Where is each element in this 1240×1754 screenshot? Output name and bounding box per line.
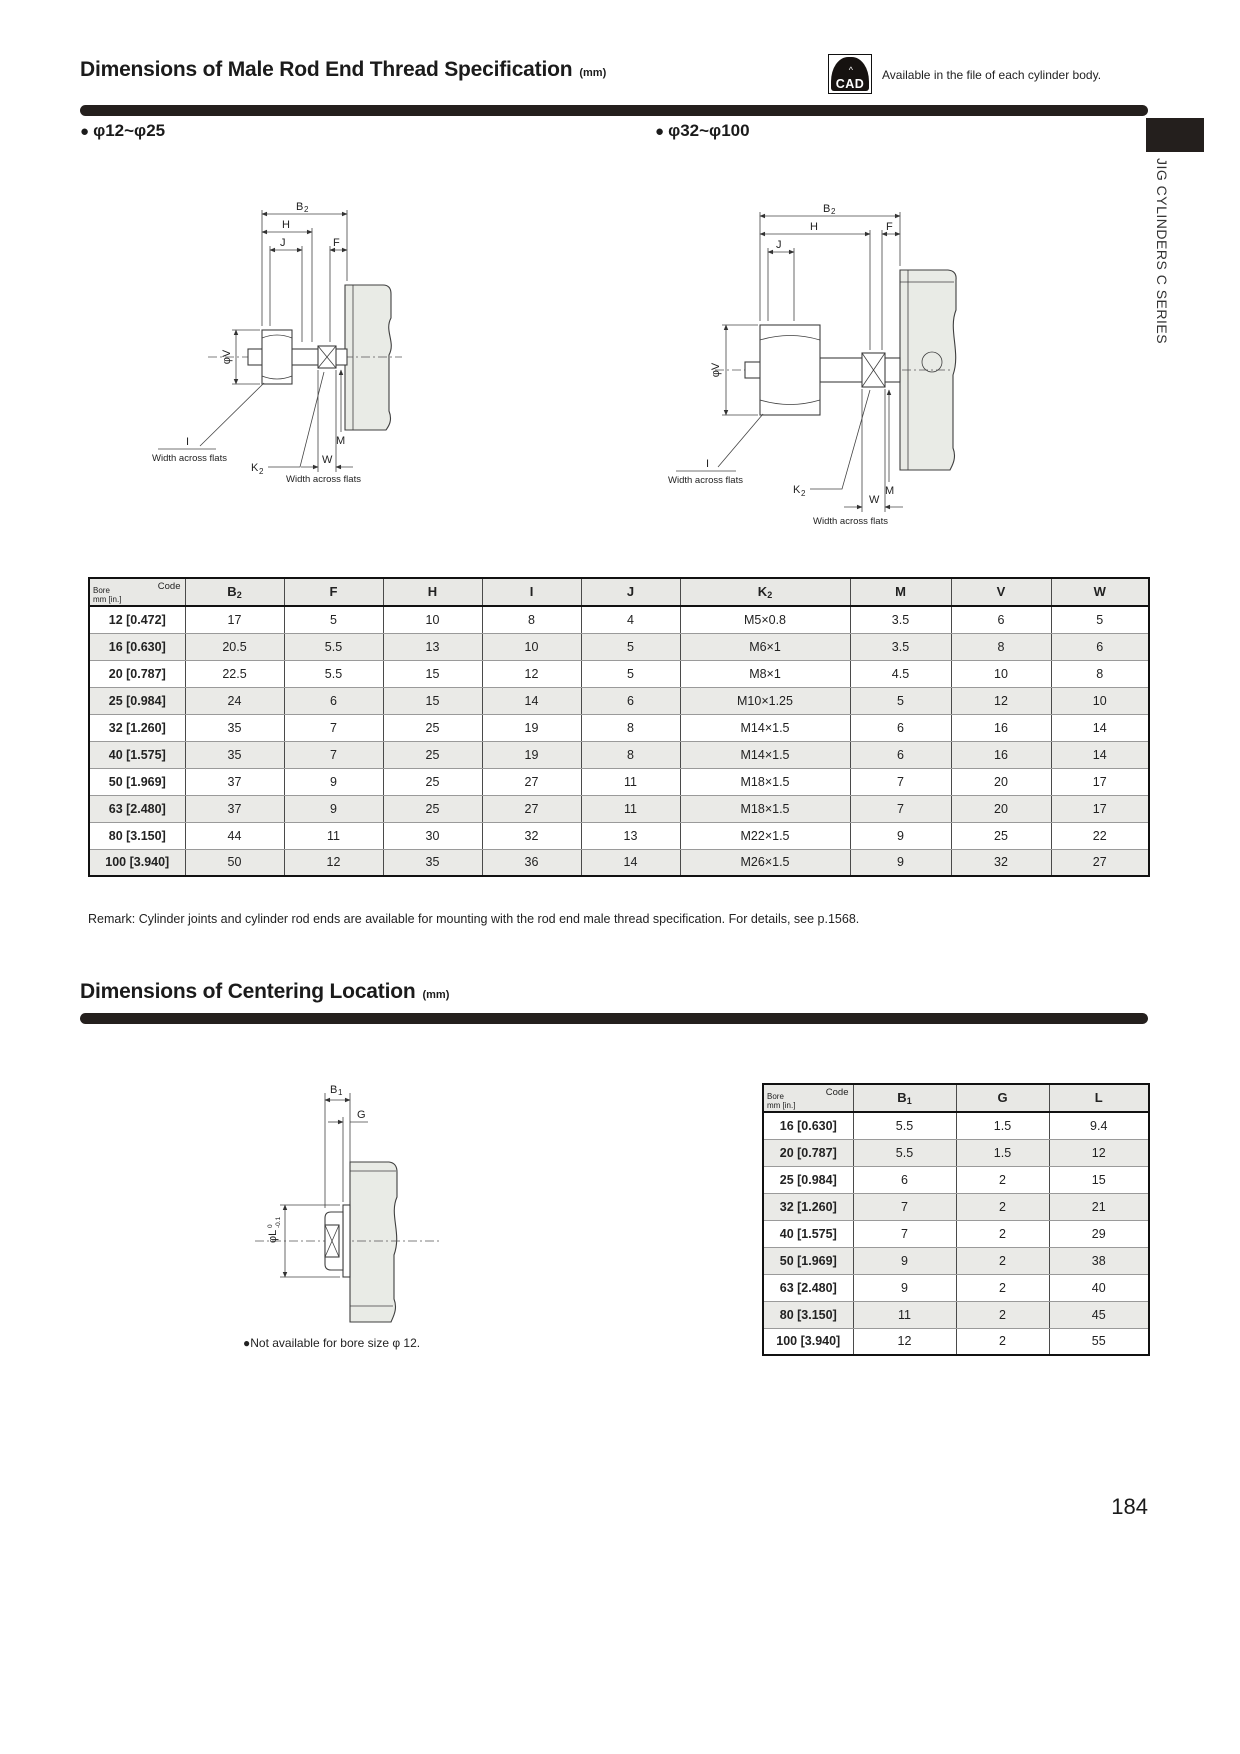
page-title: Dimensions of Male Rod End Thread Specification	[80, 58, 573, 81]
bore-cell: 63 [2.480]	[763, 1274, 853, 1301]
rod2	[820, 358, 900, 382]
col-header-v: V	[951, 578, 1051, 606]
dim-label-i: I	[706, 458, 710, 470]
centering-pilot	[343, 1205, 350, 1277]
value-l: 12	[1049, 1139, 1149, 1166]
value-b2: 35	[185, 741, 284, 768]
bore-cell: 32 [1.260]	[763, 1193, 853, 1220]
remark-text: Remark: Cylinder joints and cylinder rod ends are available for mounting with the rod end male thread specification. For details, see p.1568.	[88, 912, 860, 926]
table-row	[763, 1166, 1149, 1193]
table-row	[89, 660, 1149, 687]
nut	[262, 330, 292, 384]
section2-title	[80, 980, 449, 1004]
bore-range-large-label: φ32~φ100	[668, 121, 750, 140]
table-corner-cell: Code Bore mm [in.]	[89, 578, 185, 606]
width-across-flats-label: Width across flats	[286, 474, 361, 485]
col-header-g: G	[956, 1084, 1049, 1112]
value-v: 6	[951, 606, 1051, 633]
value-f: 6	[284, 687, 383, 714]
bore-cell: 50 [1.969]	[89, 768, 185, 795]
value-j: 4	[581, 606, 680, 633]
col-header-l: L	[1049, 1084, 1149, 1112]
table-row	[89, 849, 1149, 876]
value-b2: 44	[185, 822, 284, 849]
dim-label-k2-sub: 2	[259, 467, 264, 476]
value-b1: 9	[853, 1274, 956, 1301]
bore-cell: 20 [0.787]	[763, 1139, 853, 1166]
value-v: 20	[951, 768, 1051, 795]
section2-divider-bar	[80, 1013, 1148, 1024]
dim-label-j: J	[776, 239, 782, 251]
bullet-icon: ●	[80, 122, 90, 140]
value-m: 3.5	[850, 633, 951, 660]
value-b1: 7	[853, 1193, 956, 1220]
cad-icon-label: CAD	[835, 76, 865, 91]
value-v: 32	[951, 849, 1051, 876]
value-j: 13	[581, 822, 680, 849]
value-l: 40	[1049, 1274, 1149, 1301]
table-row	[763, 1220, 1149, 1247]
value-l: 38	[1049, 1247, 1149, 1274]
rod-end-diagram-small	[150, 190, 480, 490]
value-k2: M6×1	[680, 633, 850, 660]
value-b1: 5.5	[853, 1112, 956, 1139]
dim-label-l: φL	[267, 1229, 279, 1243]
value-j: 11	[581, 795, 680, 822]
value-l: 15	[1049, 1166, 1149, 1193]
value-h: 13	[383, 633, 482, 660]
cylinder-body	[345, 285, 391, 430]
section1-divider-bar	[80, 105, 1148, 116]
value-i: 32	[482, 822, 581, 849]
value-g: 2	[956, 1166, 1049, 1193]
value-i: 27	[482, 795, 581, 822]
dim-label-k2: K	[793, 484, 801, 496]
centering-note: ●Not available for bore size φ 12.	[243, 1336, 421, 1350]
value-g: 2	[956, 1247, 1049, 1274]
value-i: 19	[482, 714, 581, 741]
value-v: 20	[951, 795, 1051, 822]
bore-cell: 16 [0.630]	[763, 1112, 853, 1139]
value-k2: M18×1.5	[680, 795, 850, 822]
value-j: 6	[581, 687, 680, 714]
bore-cell: 40 [1.575]	[763, 1220, 853, 1247]
dim-label-g: G	[357, 1109, 366, 1121]
value-b2: 37	[185, 795, 284, 822]
centering-location-diagram	[240, 1075, 540, 1333]
value-b2: 50	[185, 849, 284, 876]
dim-label-b2: B	[823, 203, 831, 215]
value-m: 9	[850, 849, 951, 876]
width-across-flats-label: Width across flats	[813, 516, 888, 527]
value-i: 12	[482, 660, 581, 687]
value-m: 6	[850, 741, 951, 768]
value-f: 5.5	[284, 633, 383, 660]
dim-label-b1: B	[330, 1084, 338, 1096]
value-h: 10	[383, 606, 482, 633]
bore-cell: 50 [1.969]	[763, 1247, 853, 1274]
value-f: 5.5	[284, 660, 383, 687]
col-header-h: H	[383, 578, 482, 606]
value-l: 29	[1049, 1220, 1149, 1247]
value-b2: 35	[185, 714, 284, 741]
value-w: 14	[1051, 714, 1149, 741]
col-header-b1: $B_1$	[853, 1084, 956, 1112]
table-row	[89, 768, 1149, 795]
value-l: 45	[1049, 1301, 1149, 1328]
value-m: 9	[850, 822, 951, 849]
value-h: 35	[383, 849, 482, 876]
value-g: 2	[956, 1301, 1049, 1328]
centering-location-table	[762, 1083, 1150, 1356]
value-v: 25	[951, 822, 1051, 849]
value-f: 9	[284, 768, 383, 795]
value-f: 7	[284, 741, 383, 768]
section2-title-text: Dimensions of Centering Location	[80, 980, 416, 1003]
bore-range-small	[80, 121, 165, 141]
value-b1: 9	[853, 1247, 956, 1274]
table-row	[763, 1301, 1149, 1328]
value-i: 8	[482, 606, 581, 633]
value-b2: 22.5	[185, 660, 284, 687]
unit-label: (mm)	[422, 989, 450, 1001]
table-row	[763, 1274, 1149, 1301]
value-h: 25	[383, 741, 482, 768]
value-g: 2	[956, 1193, 1049, 1220]
value-i: 19	[482, 741, 581, 768]
dim-label-l-tol-bottom: -0.1	[275, 1216, 282, 1228]
bore-cell: 40 [1.575]	[89, 741, 185, 768]
bore-cell: 100 [3.940]	[763, 1328, 853, 1355]
table-row	[89, 795, 1149, 822]
value-m: 7	[850, 795, 951, 822]
value-w: 6	[1051, 633, 1149, 660]
value-h: 25	[383, 768, 482, 795]
value-j: 11	[581, 768, 680, 795]
ring-section	[318, 346, 336, 368]
col-header-i: I	[482, 578, 581, 606]
value-f: 5	[284, 606, 383, 633]
bore-cell: 20 [0.787]	[89, 660, 185, 687]
col-header-w: W	[1051, 578, 1149, 606]
value-w: 10	[1051, 687, 1149, 714]
value-v: 12	[951, 687, 1051, 714]
value-l: 55	[1049, 1328, 1149, 1355]
value-h: 30	[383, 822, 482, 849]
value-g: 2	[956, 1274, 1049, 1301]
width-across-flats-label: Width across flats	[668, 475, 743, 486]
value-i: 27	[482, 768, 581, 795]
value-g: 1.5	[956, 1139, 1049, 1166]
bore-range-small-label: φ12~φ25	[93, 121, 166, 140]
dim-label-l-group	[267, 1216, 282, 1243]
dim-label-b2-sub: 2	[831, 207, 836, 216]
value-h: 25	[383, 795, 482, 822]
table-row	[763, 1112, 1149, 1139]
value-b2: 20.5	[185, 633, 284, 660]
dim-label-l-tol-top: 0	[267, 1224, 274, 1228]
dim-label-i: I	[186, 436, 190, 448]
value-j: 5	[581, 660, 680, 687]
value-i: 36	[482, 849, 581, 876]
dim-label-h: H	[810, 221, 818, 233]
dim-label-j: J	[280, 237, 286, 249]
value-w: 22	[1051, 822, 1149, 849]
value-w: 8	[1051, 660, 1149, 687]
dim-label-h: H	[282, 219, 290, 231]
table-row	[89, 687, 1149, 714]
dim-label-v: φV	[710, 362, 722, 378]
bore-cell: 80 [3.150]	[763, 1301, 853, 1328]
value-k2: M8×1	[680, 660, 850, 687]
col-header-k2: $K_2$	[680, 578, 850, 606]
bore-cell: 25 [0.984]	[89, 687, 185, 714]
bore-range-large	[655, 121, 750, 141]
dim-label-w: W	[869, 494, 880, 506]
value-v: 8	[951, 633, 1051, 660]
series-sidebar-title: JIG CYLINDERS C SERIES	[1154, 158, 1170, 345]
bullet-icon: ●	[655, 122, 665, 140]
table-row	[89, 741, 1149, 768]
bore-cell: 80 [3.150]	[89, 822, 185, 849]
value-k2: M5×0.8	[680, 606, 850, 633]
width-across-flats-label: Width across flats	[152, 453, 227, 464]
cad-icon	[828, 54, 872, 94]
table-row	[763, 1328, 1149, 1355]
section1-title	[80, 58, 606, 82]
table-header-row	[763, 1084, 1149, 1112]
value-j: 5	[581, 633, 680, 660]
unit-label: (mm)	[579, 67, 607, 79]
table-row	[763, 1139, 1149, 1166]
table-corner-cell: Code Bore mm [in.]	[763, 1084, 853, 1112]
value-k2: M22×1.5	[680, 822, 850, 849]
value-i: 14	[482, 687, 581, 714]
dim-label-v: φV	[221, 349, 233, 365]
value-v: 16	[951, 741, 1051, 768]
dim-label-b2-sub: 2	[304, 205, 309, 214]
dim-label-w: W	[322, 454, 333, 466]
value-m: 7	[850, 768, 951, 795]
cad-icon-caret: ^	[848, 65, 853, 75]
value-w: 5	[1051, 606, 1149, 633]
dim-label-b1-sub: 1	[338, 1088, 343, 1097]
value-v: 10	[951, 660, 1051, 687]
value-b1: 11	[853, 1301, 956, 1328]
value-m: 6	[850, 714, 951, 741]
value-b1: 7	[853, 1220, 956, 1247]
value-l: 21	[1049, 1193, 1149, 1220]
table-row	[89, 606, 1149, 633]
table-row	[89, 633, 1149, 660]
table-header-row	[89, 578, 1149, 606]
bore-cell: 100 [3.940]	[89, 849, 185, 876]
dim-label-m: M	[336, 435, 346, 447]
table-row	[763, 1193, 1149, 1220]
col-header-m: M	[850, 578, 951, 606]
value-k2: M14×1.5	[680, 714, 850, 741]
value-b1: 5.5	[853, 1139, 956, 1166]
value-m: 4.5	[850, 660, 951, 687]
value-h: 15	[383, 687, 482, 714]
dim-label-f: F	[333, 237, 340, 249]
dim-label-b2: B	[296, 201, 304, 213]
dim-label-k2: K	[251, 462, 259, 474]
value-v: 16	[951, 714, 1051, 741]
series-tab-marker	[1146, 118, 1204, 152]
value-b2: 37	[185, 768, 284, 795]
col-header-f: F	[284, 578, 383, 606]
bore-cell: 63 [2.480]	[89, 795, 185, 822]
dim-label-k2-sub: 2	[801, 489, 806, 498]
value-f: 11	[284, 822, 383, 849]
value-f: 7	[284, 714, 383, 741]
dim-label-f: F	[886, 221, 893, 233]
value-h: 25	[383, 714, 482, 741]
ring-section	[862, 353, 885, 387]
col-header-b2: $B_2$	[185, 578, 284, 606]
value-k2: M10×1.25	[680, 687, 850, 714]
value-k2: M18×1.5	[680, 768, 850, 795]
value-g: 2	[956, 1220, 1049, 1247]
bore-cell: 12 [0.472]	[89, 606, 185, 633]
col-header-j: J	[581, 578, 680, 606]
rod-end-thread-table	[88, 577, 1150, 877]
table-row	[89, 714, 1149, 741]
value-b1: 12	[853, 1328, 956, 1355]
value-f: 12	[284, 849, 383, 876]
nut	[760, 325, 820, 415]
bore-cell: 16 [0.630]	[89, 633, 185, 660]
value-k2: M14×1.5	[680, 741, 850, 768]
table-row	[763, 1247, 1149, 1274]
value-j: 8	[581, 741, 680, 768]
value-k2: M26×1.5	[680, 849, 850, 876]
value-f: 9	[284, 795, 383, 822]
value-w: 14	[1051, 741, 1149, 768]
rod-end-diagram-large	[660, 190, 1060, 535]
value-g: 2	[956, 1328, 1049, 1355]
value-j: 8	[581, 714, 680, 741]
value-w: 17	[1051, 768, 1149, 795]
bore-cell: 25 [0.984]	[763, 1166, 853, 1193]
table-row	[89, 822, 1149, 849]
cad-caption: Available in the file of each cylinder body.	[882, 68, 1102, 82]
ring-section	[325, 1225, 339, 1257]
value-w: 27	[1051, 849, 1149, 876]
cylinder-body	[350, 1162, 397, 1322]
value-g: 1.5	[956, 1112, 1049, 1139]
value-b1: 6	[853, 1166, 956, 1193]
page-number: 184	[1111, 1494, 1148, 1519]
value-w: 17	[1051, 795, 1149, 822]
value-m: 3.5	[850, 606, 951, 633]
value-h: 15	[383, 660, 482, 687]
value-l: 9.4	[1049, 1112, 1149, 1139]
value-b2: 24	[185, 687, 284, 714]
value-b2: 17	[185, 606, 284, 633]
value-m: 5	[850, 687, 951, 714]
bore-cell: 32 [1.260]	[89, 714, 185, 741]
cad-icon-dome	[831, 57, 869, 91]
value-i: 10	[482, 633, 581, 660]
value-j: 14	[581, 849, 680, 876]
dim-label-m: M	[885, 485, 895, 497]
